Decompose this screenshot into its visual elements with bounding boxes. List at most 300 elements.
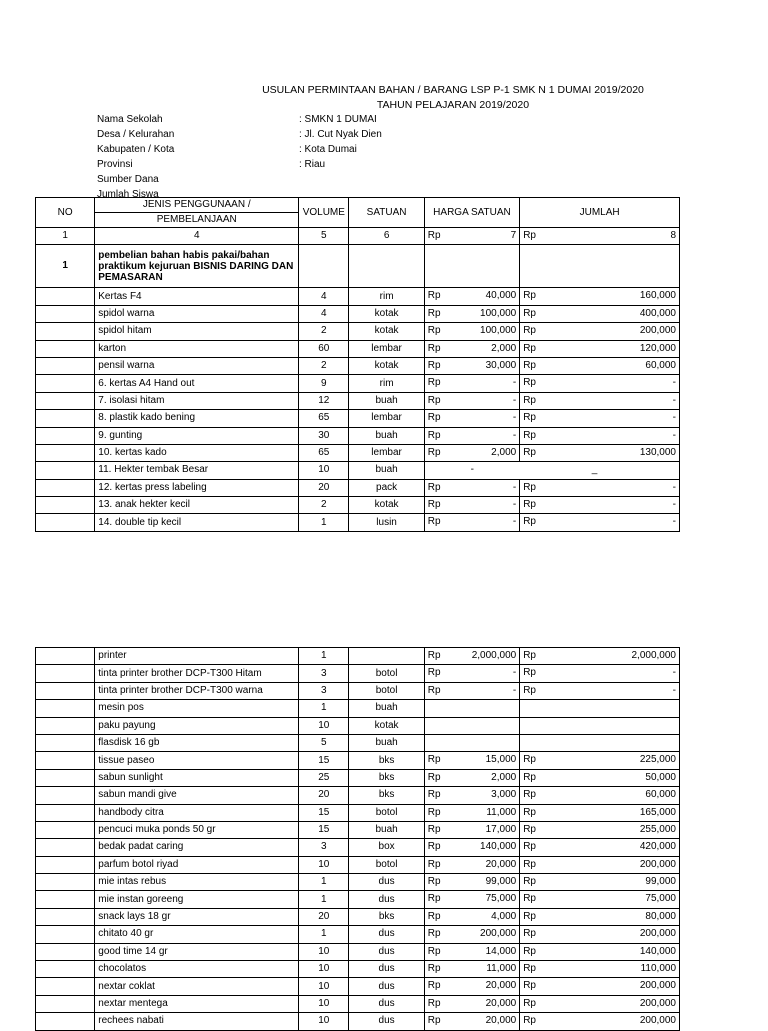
row-no bbox=[36, 427, 95, 444]
item-harga bbox=[424, 1013, 519, 1030]
amount: 60,000 bbox=[645, 789, 676, 801]
table-row bbox=[36, 804, 680, 821]
amount: 2,000 bbox=[491, 446, 517, 458]
table-row bbox=[36, 734, 680, 751]
item-name: tinta printer brother DCP-T300 warna bbox=[95, 682, 299, 699]
item-harga bbox=[424, 357, 519, 374]
item-volume: 10 bbox=[299, 717, 349, 734]
item-volume: 1 bbox=[299, 700, 349, 717]
item-jumlah bbox=[520, 514, 680, 531]
item-jumlah bbox=[520, 787, 680, 804]
item-name: pencuci muka ponds 50 gr bbox=[95, 821, 299, 838]
row-no bbox=[36, 665, 95, 682]
amount: 99,000 bbox=[645, 876, 676, 888]
amount: - bbox=[672, 516, 676, 528]
item-name: sabun mandi give bbox=[95, 787, 299, 804]
item-name: 11. Hekter tembak Besar bbox=[95, 462, 299, 479]
item-satuan: dus bbox=[349, 891, 424, 908]
amount: - bbox=[512, 481, 517, 493]
item-satuan: buah bbox=[349, 392, 424, 409]
row-no bbox=[36, 479, 95, 496]
item-satuan: dus bbox=[349, 995, 424, 1012]
item-name: tinta printer brother DCP-T300 Hitam bbox=[95, 665, 299, 682]
currency-label: Rp bbox=[523, 516, 536, 528]
table-row bbox=[36, 874, 680, 891]
item-satuan: dus bbox=[349, 961, 424, 978]
item-volume: 1 bbox=[299, 891, 349, 908]
currency-label: Rp bbox=[427, 806, 441, 818]
amount: 20,000 bbox=[485, 980, 517, 992]
amount: 200,000 bbox=[639, 1015, 676, 1027]
item-harga bbox=[424, 908, 519, 925]
table-row bbox=[36, 856, 680, 873]
item-volume: 3 bbox=[299, 682, 349, 699]
currency-label: Rp bbox=[523, 412, 536, 424]
currency-label: Rp bbox=[523, 1015, 536, 1027]
table-row bbox=[36, 995, 680, 1012]
currency-label: Rp bbox=[523, 876, 536, 888]
currency-label: Rp bbox=[427, 429, 441, 441]
item-satuan: dus bbox=[349, 1013, 424, 1030]
item-satuan: buah bbox=[349, 462, 424, 479]
row-no bbox=[36, 734, 95, 751]
item-satuan: buah bbox=[349, 427, 424, 444]
item-harga bbox=[424, 874, 519, 891]
item-harga bbox=[424, 926, 519, 943]
item-harga bbox=[424, 375, 519, 392]
item-jumlah bbox=[520, 305, 680, 322]
table-row bbox=[36, 288, 680, 305]
currency-label: Rp bbox=[523, 841, 536, 853]
amount: 2,000,000 bbox=[471, 650, 517, 661]
currency-label: Rp bbox=[523, 359, 536, 371]
item-volume: 10 bbox=[299, 943, 349, 960]
amount: - bbox=[672, 377, 676, 389]
item-jumlah bbox=[520, 717, 680, 734]
item-harga bbox=[424, 665, 519, 682]
item-jumlah bbox=[520, 392, 680, 409]
currency-label: Rp bbox=[427, 446, 441, 458]
num-satuan: 6 bbox=[349, 228, 424, 245]
item-satuan: dus bbox=[349, 874, 424, 891]
item-jumlah bbox=[520, 908, 680, 925]
currency-label: Rp bbox=[427, 359, 441, 371]
item-name: nextar mentega bbox=[95, 995, 299, 1012]
amount: 60,000 bbox=[645, 359, 676, 371]
item-harga bbox=[424, 787, 519, 804]
row-no bbox=[36, 288, 95, 305]
item-name: 8. plastik kado bening bbox=[95, 410, 299, 427]
currency-label: Rp bbox=[427, 307, 441, 319]
table-row bbox=[36, 497, 680, 514]
table-row bbox=[36, 479, 680, 496]
currency-label: Rp bbox=[523, 307, 536, 319]
item-jumlah bbox=[520, 856, 680, 873]
info-value: : Jl. Cut Nyak Dien bbox=[299, 129, 382, 140]
amount: 11,000 bbox=[486, 806, 517, 818]
amount: 75,000 bbox=[485, 893, 517, 905]
info-label: Jumlah Siswa bbox=[97, 189, 159, 200]
item-name: 9. gunting bbox=[95, 427, 299, 444]
item-harga bbox=[424, 839, 519, 856]
item-jumlah bbox=[520, 978, 680, 995]
currency-label: Rp bbox=[427, 684, 441, 696]
item-harga bbox=[424, 961, 519, 978]
amount: 17,000 bbox=[485, 823, 517, 835]
num-harga bbox=[424, 228, 519, 245]
item-satuan: botol bbox=[349, 856, 424, 873]
amount: 140,000 bbox=[480, 841, 517, 853]
currency-label: Rp bbox=[427, 481, 441, 493]
item-jumlah bbox=[520, 995, 680, 1012]
row-no bbox=[36, 978, 95, 995]
item-volume: 4 bbox=[299, 305, 349, 322]
row-no bbox=[36, 444, 95, 461]
section-empty bbox=[349, 245, 424, 288]
currency-label: Rp bbox=[427, 980, 441, 992]
amount: 200,000 bbox=[639, 858, 676, 870]
amount: 80,000 bbox=[645, 910, 676, 922]
currency-label: Rp bbox=[523, 394, 536, 406]
item-volume: 15 bbox=[299, 752, 349, 769]
table-row bbox=[36, 323, 680, 340]
item-satuan: kotak bbox=[349, 497, 424, 514]
currency-label: Rp bbox=[427, 823, 441, 835]
item-satuan: lembar bbox=[349, 410, 424, 427]
item-satuan: buah bbox=[349, 700, 424, 717]
item-satuan: botol bbox=[349, 665, 424, 682]
item-jumlah bbox=[520, 839, 680, 856]
item-volume: 9 bbox=[299, 375, 349, 392]
amount: - bbox=[512, 429, 517, 441]
info-label: Desa / Kelurahan bbox=[97, 129, 175, 140]
item-name: spidol hitam bbox=[95, 323, 299, 340]
item-name: 7. isolasi hitam bbox=[95, 392, 299, 409]
item-harga: - bbox=[424, 462, 519, 479]
item-satuan: bks bbox=[349, 752, 424, 769]
amount: - bbox=[672, 481, 676, 493]
table-row bbox=[36, 891, 680, 908]
num-no: 1 bbox=[36, 228, 95, 245]
row-no bbox=[36, 305, 95, 322]
item-volume: 20 bbox=[299, 479, 349, 496]
item-volume: 10 bbox=[299, 978, 349, 995]
document-title: USULAN PERMINTAAN BAHAN / BARANG LSP P-1 SMK N 1 DUMAI 2019/2020 bbox=[262, 84, 644, 96]
item-volume: 10 bbox=[299, 995, 349, 1012]
item-name: printer bbox=[95, 648, 299, 665]
row-no bbox=[36, 392, 95, 409]
amount: - bbox=[672, 667, 676, 679]
item-volume: 5 bbox=[299, 734, 349, 751]
item-volume: 15 bbox=[299, 804, 349, 821]
row-no bbox=[36, 375, 95, 392]
row-no bbox=[36, 943, 95, 960]
amount: 14,000 bbox=[485, 945, 517, 957]
row-no bbox=[36, 462, 95, 479]
item-name: snack lays 18 gr bbox=[95, 908, 299, 925]
item-jumlah bbox=[520, 340, 680, 357]
amount: 3,000 bbox=[491, 789, 517, 801]
section-empty bbox=[299, 245, 349, 288]
amount: - bbox=[672, 684, 676, 696]
header-jenis-line1: JENIS PENGGUNAAN / bbox=[95, 198, 299, 213]
item-harga bbox=[424, 479, 519, 496]
row-no bbox=[36, 995, 95, 1012]
currency-label: Rp bbox=[427, 377, 441, 389]
item-jumlah bbox=[520, 323, 680, 340]
table-row bbox=[36, 444, 680, 461]
info-value: : SMKN 1 DUMAI bbox=[299, 114, 377, 125]
table-row bbox=[36, 821, 680, 838]
item-name: mie instan goreeng bbox=[95, 891, 299, 908]
item-volume: 2 bbox=[299, 357, 349, 374]
table-row bbox=[36, 839, 680, 856]
table-row bbox=[36, 787, 680, 804]
item-volume: 10 bbox=[299, 856, 349, 873]
row-no bbox=[36, 961, 95, 978]
header-no: NO bbox=[36, 198, 95, 228]
table-row bbox=[36, 717, 680, 734]
table-header-row bbox=[36, 198, 680, 213]
item-satuan: dus bbox=[349, 926, 424, 943]
amount: 120,000 bbox=[639, 342, 676, 354]
item-volume: 65 bbox=[299, 444, 349, 461]
table-row bbox=[36, 769, 680, 786]
header-jenis-line2: PEMBELANJAAN bbox=[95, 213, 299, 228]
currency-label: Rp bbox=[427, 667, 441, 679]
amount: 99,000 bbox=[485, 876, 517, 888]
table-row bbox=[36, 648, 680, 665]
table-row bbox=[36, 305, 680, 322]
amount: - bbox=[512, 684, 517, 696]
section-empty bbox=[424, 245, 519, 288]
table-row bbox=[36, 375, 680, 392]
item-volume: 1 bbox=[299, 926, 349, 943]
item-name: tissue paseo bbox=[95, 752, 299, 769]
item-name: 6. kertas A4 Hand out bbox=[95, 375, 299, 392]
currency-label: Rp bbox=[523, 446, 536, 458]
item-jumlah bbox=[520, 943, 680, 960]
currency-label: Rp bbox=[427, 516, 441, 528]
amount: 420,000 bbox=[639, 841, 676, 853]
row-no bbox=[36, 856, 95, 873]
row-no bbox=[36, 821, 95, 838]
item-name: bedak padat caring bbox=[95, 839, 299, 856]
currency-label: Rp bbox=[523, 771, 536, 783]
item-name: mie intas rebus bbox=[95, 874, 299, 891]
item-volume: 25 bbox=[299, 769, 349, 786]
item-name: parfum botol riyad bbox=[95, 856, 299, 873]
item-name: 12. kertas press labeling bbox=[95, 479, 299, 496]
section-empty bbox=[520, 245, 680, 288]
item-harga bbox=[424, 682, 519, 699]
request-table-1 bbox=[35, 197, 680, 532]
table-row bbox=[36, 961, 680, 978]
item-volume: 20 bbox=[299, 787, 349, 804]
row-no bbox=[36, 717, 95, 734]
table-row bbox=[36, 682, 680, 699]
amount: - bbox=[512, 377, 517, 389]
item-volume: 1 bbox=[299, 648, 349, 665]
item-satuan: pack bbox=[349, 479, 424, 496]
amount: 400,000 bbox=[639, 307, 676, 319]
item-name: pensil warna bbox=[95, 357, 299, 374]
item-satuan: botol bbox=[349, 804, 424, 821]
item-volume: 65 bbox=[299, 410, 349, 427]
item-satuan: dus bbox=[349, 978, 424, 995]
numbering-row bbox=[36, 228, 680, 245]
amount: 15,000 bbox=[485, 754, 517, 766]
item-jumlah bbox=[520, 961, 680, 978]
item-volume: 1 bbox=[299, 874, 349, 891]
currency-label: Rp bbox=[427, 945, 441, 957]
table-row bbox=[36, 357, 680, 374]
item-satuan: kotak bbox=[349, 717, 424, 734]
item-jumlah bbox=[520, 891, 680, 908]
row-no bbox=[36, 787, 95, 804]
item-satuan: dus bbox=[349, 943, 424, 960]
item-harga bbox=[424, 648, 519, 665]
amount: 160,000 bbox=[639, 290, 676, 302]
amount: 50,000 bbox=[645, 771, 676, 783]
table-row bbox=[36, 514, 680, 531]
header-satuan: SATUAN bbox=[349, 198, 424, 228]
amount: - bbox=[672, 394, 676, 406]
item-jumlah bbox=[520, 804, 680, 821]
currency-label: Rp bbox=[523, 806, 536, 818]
amount: - bbox=[672, 429, 676, 441]
currency-label: Rp bbox=[427, 910, 441, 922]
currency-label: Rp bbox=[427, 290, 441, 302]
row-no bbox=[36, 1013, 95, 1030]
item-jumlah bbox=[520, 497, 680, 514]
currency-label: Rp bbox=[523, 823, 536, 835]
item-satuan bbox=[349, 648, 424, 665]
item-name: Kertas F4 bbox=[95, 288, 299, 305]
amount: 2,000 bbox=[491, 771, 517, 783]
row-no bbox=[36, 340, 95, 357]
item-volume: 15 bbox=[299, 821, 349, 838]
amount: 7 bbox=[510, 230, 517, 241]
currency-label: Rp bbox=[523, 945, 536, 957]
item-volume: 10 bbox=[299, 961, 349, 978]
item-harga bbox=[424, 444, 519, 461]
table-row bbox=[36, 926, 680, 943]
item-satuan: lembar bbox=[349, 444, 424, 461]
item-name: 10. kertas kado bbox=[95, 444, 299, 461]
currency-label: Rp bbox=[427, 1015, 441, 1027]
info-label: Sumber Dana bbox=[97, 174, 159, 185]
row-no bbox=[36, 804, 95, 821]
item-jumlah bbox=[520, 700, 680, 717]
amount: 20,000 bbox=[485, 858, 517, 870]
row-no bbox=[36, 410, 95, 427]
amount: - bbox=[512, 667, 517, 679]
item-satuan: buah bbox=[349, 821, 424, 838]
currency-label: Rp bbox=[427, 876, 441, 888]
row-no bbox=[36, 648, 95, 665]
currency-label: Rp bbox=[427, 963, 441, 975]
currency-label: Rp bbox=[523, 429, 536, 441]
row-no bbox=[36, 323, 95, 340]
currency-label: Rp bbox=[523, 342, 536, 354]
item-jumlah bbox=[520, 375, 680, 392]
row-no bbox=[36, 926, 95, 943]
currency-label: Rp bbox=[523, 499, 536, 511]
item-satuan: kotak bbox=[349, 323, 424, 340]
amount: - bbox=[512, 412, 517, 424]
amount: 20,000 bbox=[485, 997, 517, 1009]
item-satuan: rim bbox=[349, 375, 424, 392]
item-volume: 20 bbox=[299, 908, 349, 925]
amount: 2,000,000 bbox=[631, 650, 676, 661]
item-harga bbox=[424, 410, 519, 427]
amount: - bbox=[672, 412, 676, 424]
amount: 140,000 bbox=[639, 945, 676, 957]
currency-label: Rp bbox=[427, 499, 441, 511]
amount: 2,000 bbox=[491, 342, 517, 354]
table-row bbox=[36, 410, 680, 427]
item-jumlah bbox=[520, 427, 680, 444]
table-row bbox=[36, 462, 680, 479]
currency-label: Rp bbox=[523, 684, 536, 696]
currency-label: Rp bbox=[523, 754, 536, 766]
item-volume: 3 bbox=[299, 665, 349, 682]
amount: 165,000 bbox=[639, 806, 676, 818]
item-harga bbox=[424, 323, 519, 340]
amount: 255,000 bbox=[639, 823, 676, 835]
currency-label: Rp bbox=[523, 481, 536, 493]
item-satuan: bks bbox=[349, 908, 424, 925]
table-row bbox=[36, 340, 680, 357]
row-no bbox=[36, 908, 95, 925]
item-satuan: bks bbox=[349, 769, 424, 786]
item-satuan: lusin bbox=[349, 514, 424, 531]
currency-label: Rp bbox=[523, 650, 536, 661]
amount: - bbox=[512, 394, 517, 406]
currency-label: Rp bbox=[427, 858, 441, 870]
amount: 100,000 bbox=[480, 325, 517, 337]
amount: 130,000 bbox=[639, 446, 676, 458]
item-volume: 2 bbox=[299, 497, 349, 514]
item-satuan: box bbox=[349, 839, 424, 856]
item-jumlah bbox=[520, 769, 680, 786]
currency-label: Rp bbox=[523, 325, 536, 337]
item-satuan: kotak bbox=[349, 357, 424, 374]
amount: - bbox=[512, 516, 517, 528]
currency-label: Rp bbox=[427, 789, 441, 801]
item-jumlah bbox=[520, 357, 680, 374]
item-harga bbox=[424, 821, 519, 838]
amount: 200,000 bbox=[639, 325, 676, 337]
currency-label: Rp bbox=[523, 290, 536, 302]
item-jumlah bbox=[520, 821, 680, 838]
document-subtitle: TAHUN PELAJARAN 2019/2020 bbox=[376, 99, 530, 111]
item-satuan: rim bbox=[349, 288, 424, 305]
item-name: good time 14 gr bbox=[95, 943, 299, 960]
row-no bbox=[36, 357, 95, 374]
amount: - bbox=[512, 499, 517, 511]
currency-label: Rp bbox=[523, 997, 536, 1009]
item-harga bbox=[424, 769, 519, 786]
currency-label: Rp bbox=[427, 650, 441, 661]
item-harga bbox=[424, 340, 519, 357]
request-table-2 bbox=[35, 647, 680, 1031]
currency-label: Rp bbox=[523, 789, 536, 801]
item-volume: 4 bbox=[299, 288, 349, 305]
item-harga bbox=[424, 717, 519, 734]
info-value: : Kota Dumai bbox=[299, 144, 357, 155]
